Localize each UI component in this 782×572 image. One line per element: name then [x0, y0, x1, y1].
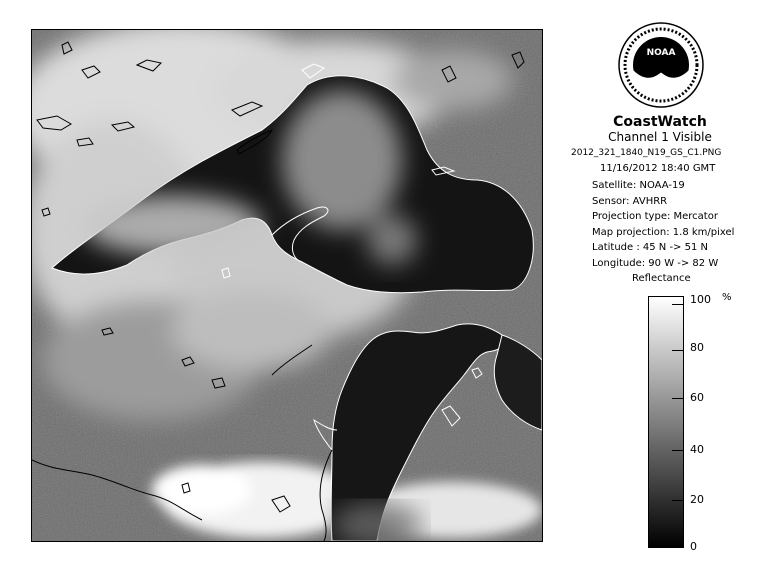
colorbar-label-20: 20: [690, 493, 704, 506]
colorbar-tick: [672, 304, 684, 305]
colorbar-label-0: 0: [690, 540, 697, 553]
meta-longitude: Longitude: 90 W -> 82 W: [592, 257, 719, 269]
meta-latitude: Latitude : 45 N -> 51 N: [592, 242, 708, 253]
noaa-logo: [618, 22, 704, 108]
colorbar-label-100: 100: [690, 293, 711, 306]
date-time: 11/16/2012 18:40 GMT: [600, 163, 716, 174]
colorbar-tick: [672, 350, 684, 351]
meta-sensor: Sensor: AVHRR: [592, 195, 668, 207]
brand-title: CoastWatch: [613, 114, 707, 130]
colorbar-tick: [672, 398, 684, 399]
meta-map-projection: Map projection: 1.8 km/pixel: [592, 226, 735, 238]
meta-projection-type: Projection type: Mercator: [592, 211, 718, 222]
colorbar-tick: [672, 450, 684, 451]
metadata-list: [592, 180, 734, 273]
colorbar-tick: [672, 546, 684, 547]
colorbar: [648, 296, 684, 548]
file-name: 2012_321_1840_N19_GS_C1.PNG: [571, 148, 722, 158]
colorbar-label-40: 40: [690, 443, 704, 456]
colorbar-gradient: [648, 296, 684, 548]
colorbar-title: Reflectance: [632, 273, 691, 284]
map-svg: [32, 30, 542, 541]
meta-satellite: Satellite: NOAA-19: [592, 180, 685, 191]
logo-text: NOAA: [646, 48, 676, 58]
satellite-map: [31, 29, 543, 542]
colorbar-label-60: 60: [690, 391, 704, 404]
colorbar-tick: [672, 500, 684, 501]
channel-label: Channel 1 Visible: [608, 130, 712, 144]
colorbar-unit: %: [722, 292, 732, 303]
colorbar-label-80: 80: [690, 341, 704, 354]
